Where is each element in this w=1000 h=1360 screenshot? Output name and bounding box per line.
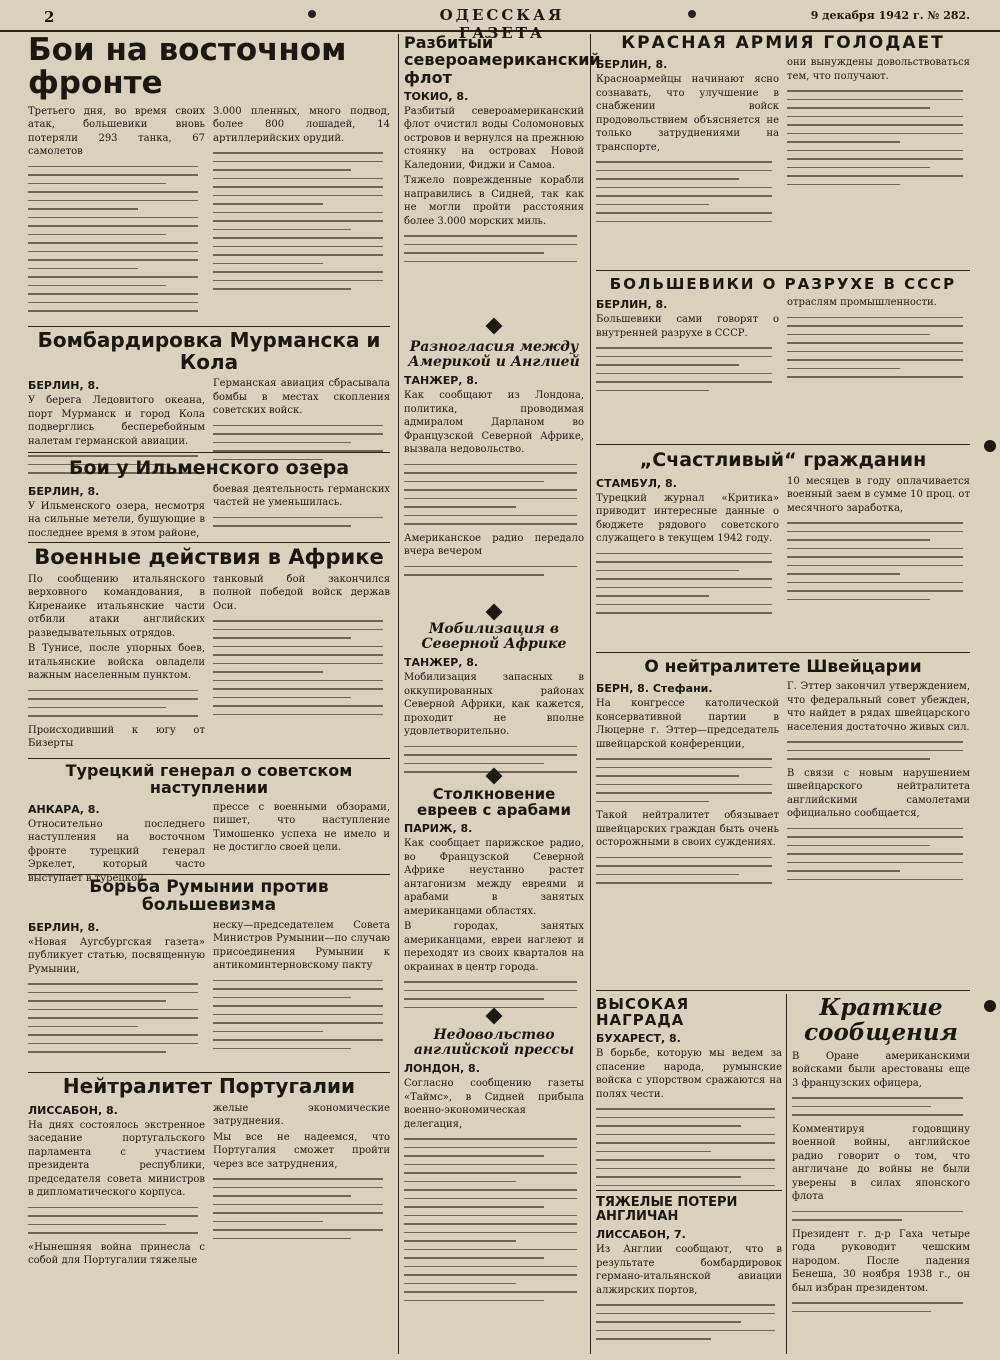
swiss-lead: На конгрессе католической консервативной партии в Люцерне г. Эттер—председатель швейцарской конференции, xyxy=(596,698,779,750)
text-lines xyxy=(404,464,584,525)
text-lines xyxy=(787,317,970,378)
dateline: БЕРЛИН, 8. xyxy=(596,58,668,72)
us-fleet-p2: Тяжело поврежденные корабли направились в Сидней, так как не могли пройти расстояния более 3.000 морских миль. xyxy=(404,175,584,227)
headline-mobilization: Мобилизация в Северной Африке xyxy=(421,621,567,653)
high-award-lead: В борьбе, которую мы ведем за спасение народа, румынские войска с упорством сражаются на полях чести. xyxy=(596,1048,782,1100)
ruin-right-lead: отраслям промышленности. xyxy=(787,297,937,309)
headline-us-fleet: Разбитый североамериканский флот xyxy=(404,33,601,87)
article-romania xyxy=(28,878,390,1068)
swiss-right-lead: Г. Эттер закончил утверждением, что федеральный совет убежден, что найдет в рядах швейцарского населения достаточно живых сил. xyxy=(787,681,970,733)
text-lines xyxy=(787,522,970,600)
text-lines xyxy=(787,90,970,185)
article-turkish-general xyxy=(28,761,390,884)
dateline: ЛИССАБОН, 7. xyxy=(596,1228,686,1242)
headline-happy-citizens: „Счастливый“ гражданин xyxy=(639,449,927,471)
article-us-fleet xyxy=(404,33,601,324)
ruin-lead: Большевики сами говорят о внутренней разрухе в СССР. xyxy=(596,314,779,339)
text-lines xyxy=(792,1097,970,1116)
headline-briefs: Краткие сообщения xyxy=(804,994,958,1046)
text-lines xyxy=(213,425,390,461)
africa-right-lead: танковый бой закончился полной победой войск держав Оси. xyxy=(213,573,390,612)
divider xyxy=(28,758,390,759)
brief-item: Президент г. д-р Гаха четыре года руководит чешским народом. После падения Бенеша, 30 ноября 1938 г., он был избран президентом. xyxy=(792,1228,970,1294)
column-rule-2 xyxy=(590,34,591,1354)
dateline: ТАНЖЕР, 8. xyxy=(404,656,479,670)
article-portugal xyxy=(28,1076,390,1356)
portugal-lead: На днях состоялось экстренное заседание португальского парламента с участием президента республики, председателя совета министров в дипломатического корпуса. xyxy=(28,1119,205,1199)
dateline: ЛОНДОН, 8. xyxy=(404,1062,480,1076)
dateline: ПАРИЖ, 8. xyxy=(404,822,473,836)
africa-p2: В Тунисе, после упорных боев, итальянские войска овладели важным населенным пунктом. xyxy=(28,643,205,682)
text-lines xyxy=(787,828,970,881)
disagreements-lead: Как сообщают из Лондона, политика, проводимая адмиралом Дарланом во Французской Северной Африке, вызвала недовольство. xyxy=(404,390,584,456)
dateline: БЕРЛИН, 8. xyxy=(28,920,100,934)
text-lines xyxy=(404,1138,584,1301)
romania-lead: «Новая Аугсбургская газета» публикует статью, посвященную Румынии, xyxy=(28,936,205,975)
romania-right-lead: неску—председателем Совета Министров Румынии—по случаю присоединения Румынии к антикоминтерновскому пакту xyxy=(213,919,390,972)
english-losses-lead: Из Англии сообщают, что в результате бомбардировок германо-итальянской авиации алжирских портов, xyxy=(596,1244,782,1296)
text-lines xyxy=(213,1178,390,1239)
happy-citizens-right-lead: 10 месяцев в году оплачивается военный заем в сумме 10 проц. от месячного заработка, xyxy=(787,475,970,514)
headline-ilmen: Бои у Ильменского озера xyxy=(68,457,350,479)
article-english-losses xyxy=(596,1196,782,1356)
article-africa xyxy=(28,546,390,756)
text-lines xyxy=(792,1302,970,1312)
page-number: 2 xyxy=(44,8,55,26)
clash-lead: Как сообщает парижское радио, во Французской Северной Африке неустанно растет антагонизм между евреями и арабами в занятых американцами областях. xyxy=(404,838,584,917)
article-briefs xyxy=(792,996,970,1356)
headline-high-award: ВЫСОКАЯ НАГРАДА xyxy=(596,995,690,1030)
murmansk-right-lead: Германская авиация сбрасывала бомбы в местах скопления советских войск. xyxy=(213,378,390,417)
dateline: ТОКИО, 8. xyxy=(404,89,469,103)
divider xyxy=(596,1190,782,1191)
turkish-general-right-lead: прессе с военными обзорами, пишет, что наступление Тимошенко успеха не имело и не достигло своей цели. xyxy=(213,801,390,854)
text-lines xyxy=(596,161,779,222)
article-swiss xyxy=(596,658,970,986)
article-eastern-front xyxy=(28,34,390,326)
article-disagreements xyxy=(404,340,584,610)
eastern-front-lead: Третьего дня, во время своих атак, большевики вновь потеряли 293 танка, 67 самолетов xyxy=(28,105,205,158)
binding-hole xyxy=(984,440,996,452)
text-lines xyxy=(792,1211,970,1221)
headline-disagreements: Разногласия между Америкой и Англией xyxy=(408,339,580,371)
article-mobilization xyxy=(404,622,584,772)
text-lines xyxy=(28,690,205,717)
red-army-right-lead: они вынуждены довольствоваться тем, что получают. xyxy=(787,57,970,82)
ilmen-right-lead: боевая деятельность германских частей не уменьшилась. xyxy=(213,483,390,509)
text-lines xyxy=(213,980,390,1050)
article-high-award xyxy=(596,996,782,1186)
africa-lead: По сообщению итальянского верховного командования, в Киренаике итальянские части отбили атаки английских разведывательных отрядов. xyxy=(28,573,205,639)
article-ilmen xyxy=(28,458,390,540)
dateline: БЕРЛИН, 8. xyxy=(28,484,100,498)
article-happy-citizens xyxy=(596,450,970,646)
column-rule-briefs xyxy=(786,994,787,1354)
divider xyxy=(28,326,390,327)
mobilization-lead: Мобилизация запасных в оккупированных районах Северной Африки, как кажется, проходит не вполне удовлетворительно. xyxy=(404,672,584,738)
headline-red-army-hungry: КРАСНАЯ АРМИЯ ГОЛОДАЕТ xyxy=(621,33,945,53)
headline-swiss: О нейтралитете Швейцарии xyxy=(644,657,922,677)
headline-murmansk-kola: Бомбардировка Мурманска и Кола xyxy=(37,328,381,374)
text-lines xyxy=(28,983,205,1053)
africa-closing: Происходивший к югу от Бизерты xyxy=(28,724,205,750)
ilmen-lead: У Ильменского озера, несмотря на сильные метели, бушующие в последнее время в этом районе, xyxy=(28,500,205,539)
divider xyxy=(28,1072,390,1073)
dateline: БЕРЛИН, 8. xyxy=(28,379,100,393)
portugal-right-lead: желые экономические затруднения. xyxy=(213,1102,390,1128)
column-rule-1 xyxy=(398,34,399,1354)
disagreements-p2: Американское радио передало вчера вечером xyxy=(404,532,584,558)
headline-eastern-front: Бои на восточном фронте xyxy=(28,32,347,102)
article-clash xyxy=(404,786,584,1012)
text-lines xyxy=(596,758,779,802)
text-lines xyxy=(596,1108,782,1186)
divider xyxy=(596,652,970,653)
headline-turkish-general: Турецкий генерал о советском наступлении xyxy=(65,761,353,798)
murmansk-lead: У берега Ледовитого океана, порт Мурманск и город Кола подверглись бесперебойным налетам германской авиации. xyxy=(28,395,205,447)
british-press-lead: Согласно сообщению газеты «Таймс», в Сидней прибыла военно-экономическая делегация, xyxy=(404,1078,584,1130)
text-lines xyxy=(213,517,390,527)
header-dot-right xyxy=(688,10,696,18)
divider xyxy=(28,542,390,543)
dateline: ЛИССАБОН, 8. xyxy=(28,1103,118,1117)
divider xyxy=(596,444,970,445)
dateline: БУХАРЕСТ, 8. xyxy=(596,1032,681,1046)
dateline: БЕРЛИН, 8. xyxy=(596,298,668,312)
headline-romania: Борьба Румынии против большевизма xyxy=(89,877,329,916)
brief-item: В Оране американскими войсками были арестованы еще 3 французских офицера, xyxy=(792,1050,970,1089)
us-fleet-lead: Разбитый североамериканский флот очистил воды Соломоновых островов и вернулся на прежнюю стоянку на островах Новой Каледонии, Фиджи и Самоа. xyxy=(404,105,584,171)
text-lines xyxy=(213,620,390,715)
text-lines xyxy=(787,741,970,760)
header-dot-left xyxy=(308,10,316,18)
brief-item: Комментируя годовщину военной войны, английское радио говорит о том, что англичане до войны не были уверены в силах японского флота xyxy=(792,1123,970,1203)
happy-citizens-lead: Турецкий журнал «Критика» приводит интересные данные о бюджете рядового советского служащего в текущем 1942 году. xyxy=(596,492,779,545)
article-red-army-hungry xyxy=(596,34,970,266)
text-lines xyxy=(596,857,779,884)
dateline: АНКАРА, 8. xyxy=(28,802,100,816)
text-lines xyxy=(596,553,779,614)
headline-british-press: Недовольство английской прессы xyxy=(413,1027,575,1059)
text-lines xyxy=(596,347,779,391)
dateline: СТАМБУЛ, 8. xyxy=(596,476,677,490)
article-ruin xyxy=(596,276,970,442)
text-lines xyxy=(213,152,390,290)
dateline: БЕРН, 8. Стефани. xyxy=(596,682,713,696)
portugal-quote: «Нынешняя война принесла с собой для Португалии тяжелые xyxy=(28,1241,205,1267)
text-lines xyxy=(404,235,584,262)
text-lines xyxy=(404,981,584,1008)
divider xyxy=(28,452,390,453)
headline-ruin: БОЛЬШЕВИКИ О РАЗРУХЕ В СССР xyxy=(609,275,957,293)
divider xyxy=(596,990,970,991)
dateline: ТАНЖЕР, 8. xyxy=(404,374,479,388)
headline-portugal: Нейтралитет Португалии xyxy=(62,1074,356,1098)
portugal-right-p2: Мы все не надеемся, что Португалия сможет пройти через все затруднения, xyxy=(213,1131,390,1170)
text-lines xyxy=(28,1207,205,1234)
swiss-right-p2: В связи с новым нарушением швейцарского нейтралитета английскими самолетами официально сообщается, xyxy=(787,767,970,820)
text-lines xyxy=(28,166,205,312)
binding-hole xyxy=(984,1000,996,1012)
turkish-general-lead: Относительно последнего наступления на восточном фронте турецкий генерал Эркелет, который часто выступает в турецкой xyxy=(28,818,205,884)
red-army-lead: Красноармейцы начинают ясно сознавать, что улучшение в снабжении войск продовольствием объясняется не только затруднениями на транспорте, xyxy=(596,74,779,153)
article-murmansk-kola xyxy=(28,330,390,450)
text-lines xyxy=(596,1304,782,1340)
article-british-press xyxy=(404,1028,584,1354)
clash-p2: В городах, занятых американцами, евреи наглеют и переходят из своих кварталов на окраинах в центр города. xyxy=(404,921,584,973)
eastern-front-right-lead: 3.000 пленных, много подвод, более 800 лошадей, 14 артиллерийских орудий. xyxy=(213,105,390,144)
issue-date: 9 декабря 1942 г. № 282. xyxy=(810,9,970,22)
divider xyxy=(28,874,390,875)
swiss-p2: Такой нейтралитет обязывает швейцарских граждан быть очень осторожными в своих суждениях. xyxy=(596,810,779,849)
text-lines xyxy=(404,566,584,576)
headline-clash: Столкновение евреев с арабами xyxy=(417,785,571,820)
headline-africa: Военные действия в Африке xyxy=(34,545,384,569)
headline-english-losses: ТЯЖЕЛЫЕ ПОТЕРИ АНГЛИЧАН xyxy=(596,1195,738,1225)
newspaper-title: ОДЕССКАЯ ГАЗЕТА xyxy=(439,6,565,42)
divider xyxy=(596,270,970,271)
page-header xyxy=(0,0,1000,42)
